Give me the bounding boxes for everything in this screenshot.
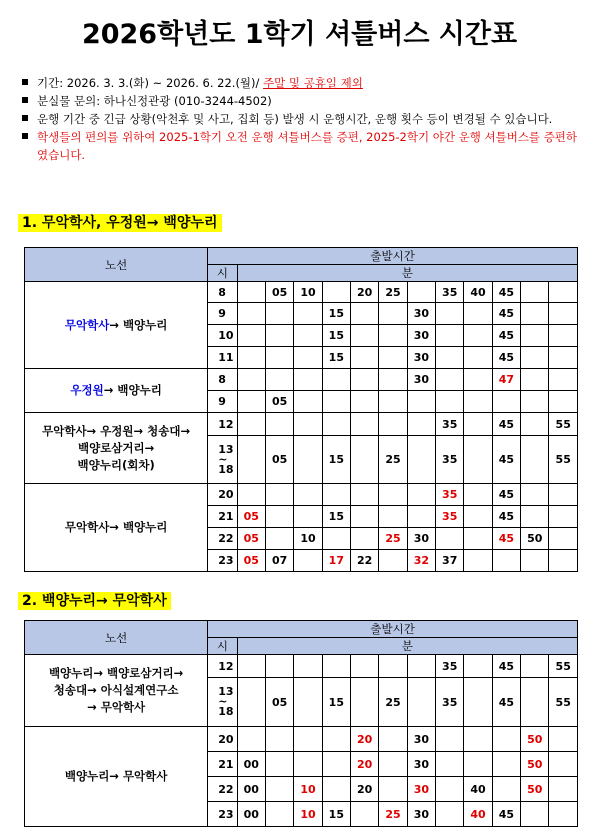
minute-cell (492, 550, 520, 572)
minute-cell (549, 303, 578, 325)
minute-cell (464, 325, 492, 347)
route-destination: → 백양누리 (103, 383, 162, 397)
minute-cell (436, 391, 464, 413)
minute-cell (407, 282, 435, 303)
minute-cell: 10 (294, 802, 322, 827)
minute-cell (436, 528, 464, 550)
minute-cell: 55 (549, 678, 578, 727)
minute-cell (521, 655, 549, 678)
minute-cell (436, 325, 464, 347)
minute-cell (237, 484, 265, 506)
notice-lost-found-text: 분실물 문의: 하나신정관광 (010-3244-4502) (37, 94, 272, 108)
route-origin: 우정원 (70, 383, 104, 397)
minute-cell: 30 (407, 347, 435, 369)
minute-cell: 30 (407, 369, 435, 391)
route-cell (25, 282, 208, 369)
hour-cell: 22 (208, 777, 237, 802)
minute-cell (379, 325, 407, 347)
departure-time-header: 출발시간 (208, 621, 578, 638)
hour-cell: 12 (208, 413, 237, 436)
hour-cell (208, 436, 237, 484)
minute-cell (407, 506, 435, 528)
hour-cell: 8 (208, 369, 237, 391)
minute-cell: 15 (322, 325, 350, 347)
minute-cell: 50 (521, 727, 549, 752)
hour-cell: 21 (208, 752, 237, 777)
minute-cell (379, 655, 407, 678)
minute-cell (237, 369, 265, 391)
minute-cell (407, 484, 435, 506)
minute-cell (265, 655, 293, 678)
minute-cell: 45 (492, 303, 520, 325)
minute-cell (549, 347, 578, 369)
minute-cell (464, 727, 492, 752)
route-cell (25, 484, 208, 572)
minute-cell: 22 (351, 550, 379, 572)
minute-cell (436, 802, 464, 827)
minute-cell (521, 347, 549, 369)
notice-period-text: 기간: 2026. 3. 3.(화) ~ 2026. 6. 22.(월)/ (37, 76, 264, 90)
section1-title: 1. 무악학사, 우정원→ 백양누리 (18, 214, 222, 232)
hour-end: 18 (218, 705, 234, 718)
minute-cell (492, 727, 520, 752)
minute-cell (237, 282, 265, 303)
section1-timetable (24, 247, 578, 572)
minute-cell (379, 347, 407, 369)
minute-cell: 35 (436, 436, 464, 484)
minute-cell: 25 (379, 282, 407, 303)
minute-cell: 35 (436, 282, 464, 303)
minute-cell (521, 413, 549, 436)
minute-cell (549, 484, 578, 506)
notice-expansion-text: 학생들의 편의를 위하여 2025-1학기 오전 운행 셔틀버스를 증편, 2025-2학기 야간 운행 셔틀버스를 증편하였습니다. (37, 130, 578, 162)
route-line: 백양로삼거리→ (77, 440, 155, 455)
minute-cell: 15 (322, 303, 350, 325)
minute-cell (265, 777, 293, 802)
minute-cell (351, 802, 379, 827)
minute-cell (436, 369, 464, 391)
minute-cell (379, 752, 407, 777)
minute-cell (322, 391, 350, 413)
minute-cell (265, 325, 293, 347)
minute-cell: 40 (464, 282, 492, 303)
minute-cell (265, 303, 293, 325)
minute-cell: 10 (294, 777, 322, 802)
hour-cell: 9 (208, 303, 237, 325)
hour-cell: 23 (208, 550, 237, 572)
minute-cell (492, 777, 520, 802)
hour-start: 13 (218, 442, 234, 456)
minute-cell (322, 727, 350, 752)
minute-cell (521, 436, 549, 484)
minute-cell (379, 369, 407, 391)
route-line: 백양누리→ 무악학사 (64, 769, 168, 783)
table-row (25, 369, 578, 391)
hour-cell: 20 (208, 484, 237, 506)
minute-cell: 45 (492, 678, 520, 727)
minute-cell: 05 (265, 436, 293, 484)
minute-cell (294, 550, 322, 572)
minute-cell: 25 (379, 528, 407, 550)
minute-cell (464, 528, 492, 550)
minute-cell (265, 484, 293, 506)
minute-cell: 20 (351, 752, 379, 777)
hour-cell (208, 678, 237, 727)
minute-cell (521, 550, 549, 572)
minute-cell: 45 (492, 506, 520, 528)
minute-cell: 30 (407, 303, 435, 325)
minute-cell (265, 369, 293, 391)
minute-cell (464, 369, 492, 391)
minute-cell: 15 (322, 436, 350, 484)
minute-cell: 45 (492, 347, 520, 369)
minute-cell (294, 413, 322, 436)
minute-cell (294, 391, 322, 413)
minute-cell (237, 678, 265, 727)
minute-cell (351, 369, 379, 391)
route-line: 청송대→ 아식설계연구소 (53, 683, 179, 697)
minute-cell (521, 484, 549, 506)
minute-cell: 07 (265, 550, 293, 572)
hour-header: 시 (208, 265, 237, 282)
minute-cell: 40 (464, 802, 492, 827)
minute-cell (265, 727, 293, 752)
minute-cell: 35 (436, 678, 464, 727)
minute-cell: 15 (322, 802, 350, 827)
minute-cell (322, 484, 350, 506)
minute-cell: 37 (436, 550, 464, 572)
minute-cell (549, 727, 578, 752)
minute-cell (322, 528, 350, 550)
minute-cell (407, 413, 435, 436)
minute-cell (521, 282, 549, 303)
minute-cell (322, 655, 350, 678)
minute-cell (379, 303, 407, 325)
minute-cell (237, 436, 265, 484)
minute-cell: 25 (379, 436, 407, 484)
minute-cell (351, 391, 379, 413)
minute-cell (379, 550, 407, 572)
minute-cell: 40 (464, 777, 492, 802)
minute-cell (549, 752, 578, 777)
minute-cell (407, 391, 435, 413)
bullet-icon (22, 133, 28, 139)
minute-cell (436, 727, 464, 752)
minute-cell (322, 752, 350, 777)
minute-cell: 20 (351, 282, 379, 303)
hour-header: 시 (208, 638, 237, 655)
minute-cell (294, 484, 322, 506)
minute-cell (549, 528, 578, 550)
minute-cell (237, 391, 265, 413)
hour-cell: 10 (208, 325, 237, 347)
table-row (25, 413, 578, 436)
minute-cell: 15 (322, 347, 350, 369)
minute-cell: 17 (322, 550, 350, 572)
notice-emergency (22, 110, 582, 128)
minute-cell (237, 655, 265, 678)
section2-title: 2. 백양누리→ 무악학사 (18, 592, 171, 610)
minute-cell (351, 303, 379, 325)
minute-cell (351, 347, 379, 369)
minute-cell (549, 506, 578, 528)
minute-cell (436, 347, 464, 369)
hour-range-sep: ~ (218, 452, 228, 466)
minute-cell: 05 (265, 678, 293, 727)
minute-cell: 45 (492, 528, 520, 550)
minute-cell (464, 347, 492, 369)
minute-cell: 30 (407, 802, 435, 827)
minute-cell (549, 391, 578, 413)
page-title: 2026학년도 1학기 셔틀버스 시간표 (81, 19, 518, 50)
minute-cell: 32 (407, 550, 435, 572)
minute-cell (549, 777, 578, 802)
departure-time-header: 출발시간 (208, 248, 578, 265)
hour-cell: 21 (208, 506, 237, 528)
minute-cell: 35 (436, 506, 464, 528)
minute-cell (237, 347, 265, 369)
minute-cell (237, 727, 265, 752)
route-line: 무악학사→ 우정원→ 청송대→ (42, 423, 191, 438)
minute-cell (407, 436, 435, 484)
minute-cell: 47 (492, 369, 520, 391)
minute-cell (464, 655, 492, 678)
hour-cell: 20 (208, 727, 237, 752)
minute-header: 분 (237, 265, 577, 282)
minute-cell (294, 325, 322, 347)
hour-cell: 8 (208, 282, 237, 303)
notice-list (22, 74, 582, 164)
hour-cell: 9 (208, 391, 237, 413)
minute-cell (294, 727, 322, 752)
minute-cell: 35 (436, 484, 464, 506)
minute-cell: 05 (237, 506, 265, 528)
minute-cell (464, 506, 492, 528)
minute-header: 분 (237, 638, 577, 655)
minute-cell (436, 752, 464, 777)
minute-cell (379, 506, 407, 528)
minute-cell (265, 347, 293, 369)
hour-start: 13 (218, 685, 234, 698)
minute-cell: 25 (379, 678, 407, 727)
hour-cell: 22 (208, 528, 237, 550)
minute-cell: 30 (407, 325, 435, 347)
minute-cell: 45 (492, 484, 520, 506)
minute-cell (521, 303, 549, 325)
minute-cell (464, 413, 492, 436)
minute-cell: 35 (436, 655, 464, 678)
minute-cell (464, 303, 492, 325)
minute-cell (379, 777, 407, 802)
minute-cell (351, 528, 379, 550)
minute-cell (379, 727, 407, 752)
minute-cell (464, 752, 492, 777)
table-row (25, 655, 578, 678)
minute-cell (464, 550, 492, 572)
minute-cell: 00 (237, 777, 265, 802)
minute-cell (492, 391, 520, 413)
minute-cell: 30 (407, 777, 435, 802)
minute-cell (294, 347, 322, 369)
minute-cell (549, 282, 578, 303)
route-destination: → 백양누리 (109, 317, 168, 332)
minute-cell (351, 506, 379, 528)
minute-cell (379, 413, 407, 436)
minute-cell (351, 484, 379, 506)
minute-cell (549, 550, 578, 572)
minute-cell: 30 (407, 528, 435, 550)
minute-cell (265, 528, 293, 550)
route-cell (25, 655, 208, 727)
minute-cell: 45 (492, 413, 520, 436)
minute-cell (237, 325, 265, 347)
table-row (25, 282, 578, 303)
hour-cell: 11 (208, 347, 237, 369)
minute-cell (322, 777, 350, 802)
route-cell (25, 413, 208, 484)
minute-cell: 20 (351, 777, 379, 802)
minute-cell (237, 303, 265, 325)
notice-expansion (22, 128, 582, 164)
minute-cell: 55 (549, 436, 578, 484)
minute-cell (379, 391, 407, 413)
table-row (25, 727, 578, 752)
minute-cell (379, 484, 407, 506)
hour-cell: 12 (208, 655, 237, 678)
route-origin: 무악학사 (64, 317, 110, 332)
minute-cell: 20 (351, 727, 379, 752)
minute-cell (322, 282, 350, 303)
hour-end: 18 (218, 462, 234, 476)
minute-cell: 15 (322, 678, 350, 727)
notice-emergency-text: 운행 기간 중 긴급 상황(악천후 및 사고, 집회 등) 발생 시 운행시간, 운행 횟수 등이 변경될 수 있습니다. (37, 112, 553, 126)
minute-cell: 45 (492, 436, 520, 484)
route-header: 노선 (25, 248, 208, 282)
route-line: 무악학사→ 백양누리 (64, 520, 168, 534)
minute-cell: 45 (492, 325, 520, 347)
minute-cell: 30 (407, 727, 435, 752)
route-line: 백양누리(회차) (77, 457, 155, 472)
minute-cell: 35 (436, 413, 464, 436)
minute-cell: 05 (237, 550, 265, 572)
minute-cell (351, 655, 379, 678)
minute-cell (436, 777, 464, 802)
bullet-icon (22, 97, 28, 103)
minute-cell (294, 678, 322, 727)
minute-cell: 55 (549, 655, 578, 678)
minute-cell (322, 369, 350, 391)
minute-cell: 25 (379, 802, 407, 827)
minute-cell: 10 (294, 282, 322, 303)
minute-cell (407, 678, 435, 727)
minute-cell: 05 (265, 391, 293, 413)
minute-cell (549, 369, 578, 391)
minute-cell: 05 (237, 528, 265, 550)
minute-cell (294, 303, 322, 325)
minute-cell: 05 (265, 282, 293, 303)
hour-range-sep: ~ (218, 695, 228, 708)
section2-timetable (24, 620, 578, 827)
minute-cell (351, 436, 379, 484)
notice-period (22, 74, 582, 92)
table-row (25, 484, 578, 506)
minute-cell (294, 752, 322, 777)
minute-cell (549, 802, 578, 827)
minute-cell (521, 369, 549, 391)
route-line: 백양누리→ 백양로삼거리→ (48, 666, 184, 680)
minute-cell (492, 752, 520, 777)
minute-cell (521, 678, 549, 727)
minute-cell (294, 506, 322, 528)
minute-cell (464, 391, 492, 413)
notice-lost-found (22, 92, 582, 110)
route-cell (25, 727, 208, 827)
minute-cell (237, 413, 265, 436)
minute-cell (265, 413, 293, 436)
minute-cell: 15 (322, 506, 350, 528)
minute-cell: 45 (492, 282, 520, 303)
minute-cell (521, 325, 549, 347)
bullet-icon (22, 79, 28, 85)
minute-cell: 10 (294, 528, 322, 550)
route-header: 노선 (25, 621, 208, 655)
minute-cell (265, 752, 293, 777)
minute-cell: 50 (521, 752, 549, 777)
minute-cell (265, 506, 293, 528)
minute-cell (521, 506, 549, 528)
minute-cell (549, 325, 578, 347)
minute-cell (407, 655, 435, 678)
minute-cell (436, 303, 464, 325)
route-line: → 무악학사 (87, 700, 146, 714)
minute-cell (464, 436, 492, 484)
minute-cell: 50 (521, 777, 549, 802)
minute-cell (351, 678, 379, 727)
minute-cell (294, 655, 322, 678)
minute-cell (322, 413, 350, 436)
bullet-icon (22, 115, 28, 121)
minute-cell (521, 391, 549, 413)
minute-cell: 45 (492, 655, 520, 678)
minute-cell: 50 (521, 528, 549, 550)
minute-cell: 30 (407, 752, 435, 777)
minute-cell: 00 (237, 752, 265, 777)
minute-cell: 00 (237, 802, 265, 827)
route-cell (25, 369, 208, 413)
minute-cell: 55 (549, 413, 578, 436)
minute-cell: 45 (492, 802, 520, 827)
hour-cell: 23 (208, 802, 237, 827)
minute-cell (464, 678, 492, 727)
minute-cell (521, 802, 549, 827)
notice-period-exclusion: 주말 및 공휴일 제외 (263, 76, 363, 90)
minute-cell (464, 484, 492, 506)
minute-cell (294, 436, 322, 484)
minute-cell (265, 802, 293, 827)
minute-cell (294, 369, 322, 391)
minute-cell (351, 413, 379, 436)
minute-cell (351, 325, 379, 347)
